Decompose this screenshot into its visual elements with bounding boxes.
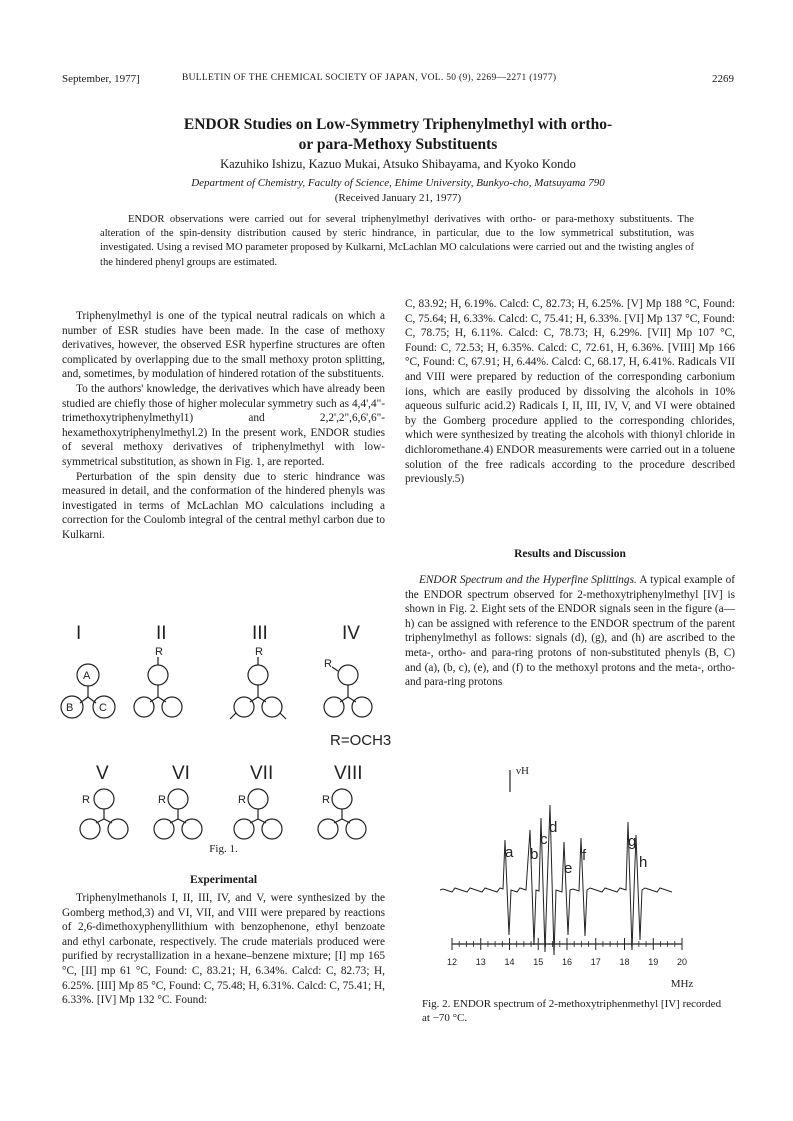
results-paragraph (405, 573, 735, 690)
ring-label-a: A (83, 670, 91, 682)
figure-1-structures (62, 617, 392, 852)
substituent-r-vi: R (158, 794, 166, 806)
tick-label: 16 (561, 957, 573, 967)
compound-label-vii: VII (250, 763, 274, 784)
tick-label: 18 (619, 957, 630, 967)
header-date: September, 1977] (62, 73, 140, 85)
compound-label-iv: IV (342, 623, 360, 644)
tick-label: 15 (533, 957, 544, 967)
figure-2-caption: Fig. 2. ENDOR spectrum of 2-methoxytriphenmethyl [IV] recorded at −70 °C. (422, 998, 722, 1024)
peak-label-g: g (628, 833, 637, 850)
article-title (62, 115, 734, 155)
tick-label: 14 (504, 957, 515, 967)
figure-2-endor-spectrum (420, 762, 720, 994)
tick-label: 19 (648, 957, 659, 967)
peak-label-a: a (505, 844, 514, 861)
compound-label-iii: III (252, 623, 268, 644)
introduction (62, 309, 385, 543)
ring-label-b: B (66, 702, 74, 714)
frequency-ticks (447, 938, 687, 967)
peak-label-e: e (564, 860, 573, 877)
substituent-r-vii: R (238, 794, 246, 806)
title-line-1: ENDOR Studies on Low-Symmetry Triphenylmethyl with ortho- (183, 116, 613, 133)
compound-label-vi: VI (172, 763, 190, 784)
experimental-paragraph: Triphenylmethanols I, II, III, IV, and V, were synthesized by the Gomberg method,3) and VI, VII, and VIII were prepared by reactions of 2,6-dimethoxyphenyllithium with benzophenone, ethyl benzoate and ethyl carbonate, respectively. The crude materials produced were purified by recrystallization in a hexane–benzene mixture; [I] mp 165 °C, [II] mp 61 °C, Found: C, 83.21; H, 6.34%. Calcd: C, 82.73; H, 6.25%. [III] Mp 85 °C, Found: C, 75.48; H, 6.31%. Calcd: C, 75.41; H, 6.33%. [IV] Mp 132 °C. Found: (62, 892, 385, 1007)
experimental-heading: Experimental (189, 874, 258, 886)
substituent-r-ii: R (155, 646, 163, 658)
results-heading: Results and Discussion (514, 548, 626, 560)
results-text: A typical example of the ENDOR spectrum observed for 2-methoxytriphenylmethyl [IV] is shown in Fig. 2. Eight sets of the ENDOR signals seen in the figure (a—h) can be assigned with reference to the ENDOR spectrum of the parent triphenylmethyl as follows: signals (d), (g), and (h) are ascribed to the meta-, ortho- and para-ring protons of non-substituted phenyls (B, C) and (a), (b, c), (e), and (f) to the methoxyl protons and the meta-, ortho- and para-ring protons (405, 574, 735, 689)
substituent-r-iii: R (255, 646, 263, 658)
title-line-2: or para-Methoxy Substituents (298, 136, 498, 153)
tick-label: 17 (590, 957, 601, 967)
substituent-r-v: R (82, 794, 90, 806)
compound-label-v: V (96, 763, 109, 784)
compound-label-i: I (76, 623, 82, 644)
peak-label-c: c (540, 831, 548, 848)
peak-label-h: h (639, 854, 648, 871)
substituent-r-viii: R (322, 794, 330, 806)
compound-label-ii: II (156, 623, 167, 644)
ring-label-c: C (99, 702, 107, 714)
intro-paragraph-1: Triphenylmethyl is one of the typical neutral radicals on which a number of ESR studies have been made. In the case of methoxy derivatives, however, the observed ESR hyperfine structures are often complicated by overlapping due to the small methoxy proton splitting, and, sometimes, by modulation of hindered rotation of the substituents. (62, 310, 385, 381)
tick-label: 13 (475, 957, 486, 967)
figure-1-caption: Fig. 1. (209, 843, 238, 855)
tick-label: 12 (446, 957, 458, 967)
substituent-r-iv: R (324, 658, 332, 670)
author-list: Kazuhiko Ishizu, Kazuo Mukai, Atsuko Shibayama, and Kyoko Kondo (220, 157, 576, 171)
tick-label: 20 (676, 957, 688, 967)
peak-label-b: b (530, 846, 539, 863)
affiliation: Department of Chemistry, Faculty of Science, Ehime University, Bunkyo-cho, Matsuyama 790 (191, 177, 605, 189)
experimental-continued-paragraph: C, 83.92; H, 6.19%. Calcd: C, 82.73; H, 6.25%. [V] Mp 188 °C, Found: C, 75.64; H, 6.33%. Calcd: C, 75.41; H, 6.33%. [VI] Mp 137 °C, Found: C, 78.75; H, 6.11%. Calcd: C, 78.73; H, 6.29%. [VII] Mp 107 °C, Found: C, 72.53; H, 6.35%. Calcd: C, 72.61, H, 6.36%. [VIII] Mp 166 °C, Found: C, 67.91; H, 6.44%. Calcd: C, 68.17, H, 6.41%. Radicals VII and VIII were prepared by reduction of the corresponding carbonium ions, which are easily produced by dissolving the alcohols in 10% aqueous sulfuric acid.2) Radicals I, II, III, IV, V, and VI were obtained by the Gomberg procedure applied to the corresponding chlorides, which were synthesized by treating the alcohols with thionyl chloride in dichloromethane.4) ENDOR measurements were carried out in a toluene solution of the free radicals according to the procedure described previously.5) (405, 298, 735, 486)
intro-paragraph-3: Perturbation of the spin density due to steric hindrance was measured in detail, and the conformation of the hindered phenyls was investigated in terms of McLachlan MO calculations including a correction for the Coulomb integral of the central methyl carbon due to Kulkarni. (62, 470, 385, 541)
intro-paragraph-2: To the authors' knowledge, the derivatives which have already been studied are chiefly those of higher molecular symmetry such as 4,4',4"-trimethoxytriphenylmethyl1) and 2,2',2",6,6',6"-hexamethoxytriphenylmethyl.2) In the present work, ENDOR studies of several methoxy derivatives of triphenylmethyl with low-symmetrical substitution, as shown in Fig. 1, are reported. (62, 382, 385, 468)
received-date: (Received January 21, 1977) (334, 192, 462, 204)
frequency-unit: MHz (670, 978, 694, 990)
results-section (405, 573, 735, 690)
spectrum-marks (440, 805, 672, 955)
compound-label-viii: VIII (334, 763, 363, 784)
proton-frequency-marker: νH (516, 765, 529, 777)
experimental-section (62, 891, 385, 1008)
results-runin-heading: ENDOR Spectrum and the Hyperfine Splittings. (419, 574, 637, 586)
peak-label-f: f (582, 847, 587, 864)
header-journal: BULLETIN OF THE CHEMICAL SOCIETY OF JAPAN, VOL. 50 (9), 2269—2271 (1977) (182, 73, 557, 83)
header-page-number: 2269 (712, 73, 734, 85)
peak-label-d: d (549, 819, 558, 836)
experimental-continued (405, 297, 735, 487)
abstract: ENDOR observations were carried out for several triphenylmethyl derivatives with ortho- or para-methoxy substituents. The alteration of the spin-density distribution caused by steric hindrance, in particular, due to the low symmetrical substitution, was investigated. Using a revised MO parameter proposed by Kulkarni, McLachlan MO calculations were carried out and the twisting angles of the hindered phenyl groups are estimated. (100, 214, 694, 268)
substituent-definition: R=OCH3 (330, 732, 392, 749)
